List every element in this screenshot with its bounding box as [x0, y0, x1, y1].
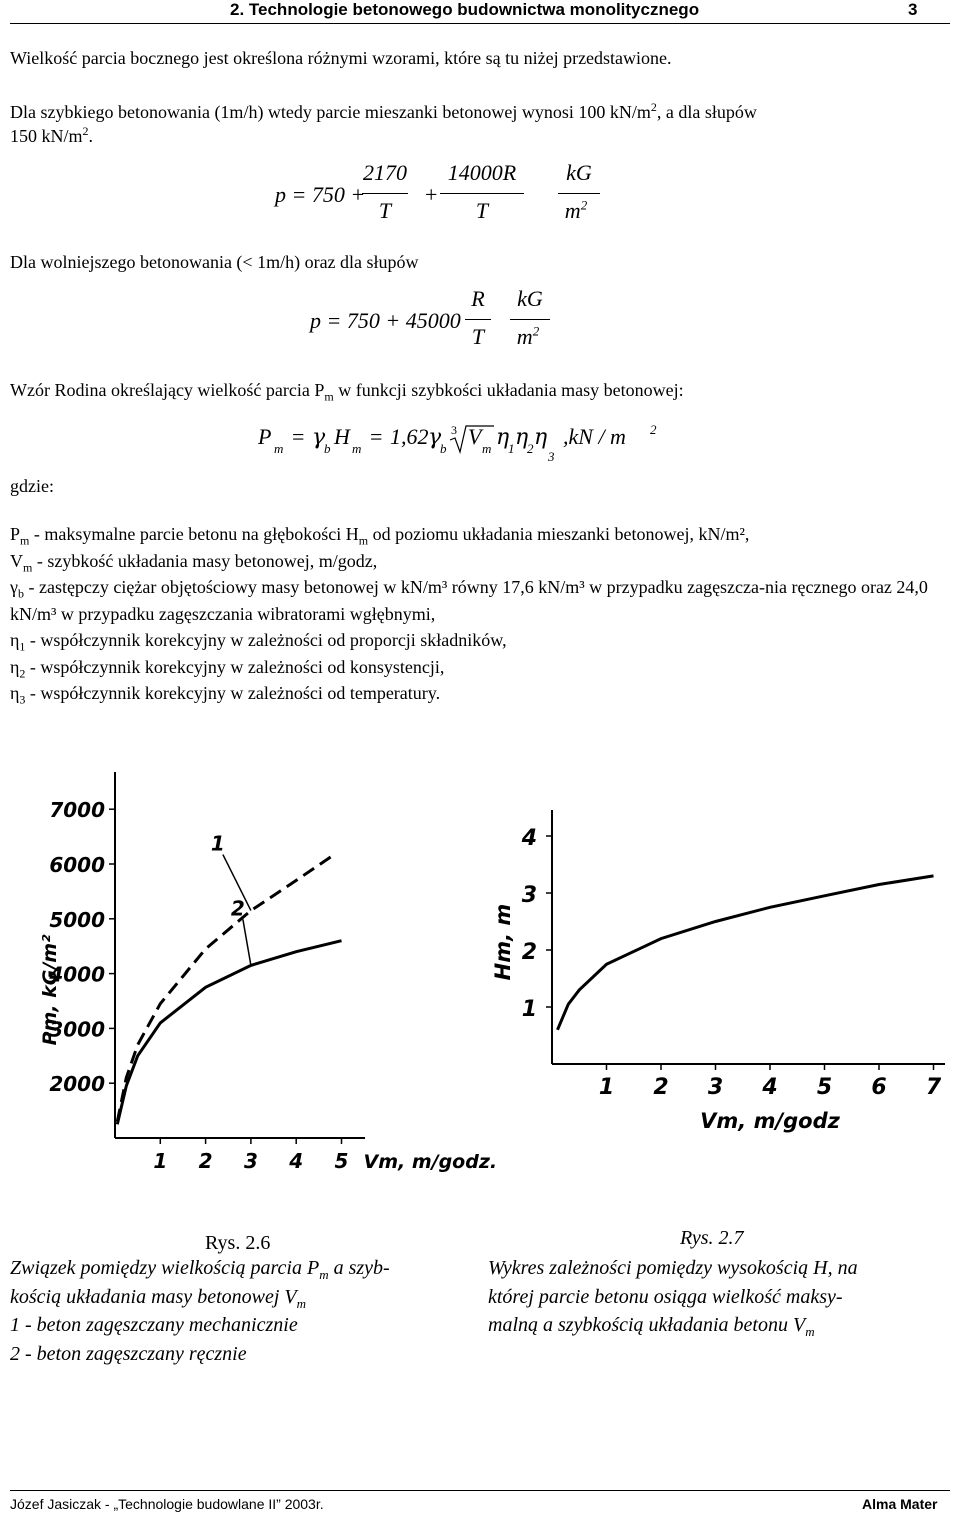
rodin-formula-graphic: [258, 424, 718, 474]
y-tick-label: 3000: [49, 1017, 105, 1042]
caption-right: Wykres zależności pomiędzy wysokością H, na której parcie betonu osiąga wielkość maksy- malną a szybkością układania betonu $V_m$: [488, 1257, 858, 1339]
svg-text:V: V: [468, 424, 482, 449]
x-tick-label: 1: [598, 1075, 615, 1100]
formula2-unit-den: m: [516, 324, 533, 349]
svg-text:b: b: [324, 441, 331, 456]
y-tick-label: 5000: [49, 907, 105, 932]
x-tick-label: 6: [871, 1075, 887, 1100]
x-tick-label: 4: [762, 1075, 778, 1100]
x-tick-label: 5: [816, 1075, 833, 1100]
svg-text:2: 2: [527, 441, 534, 456]
svg-text:b: b: [440, 441, 447, 456]
formula1-unit-den: m: [564, 198, 581, 223]
svg-text:η: η: [496, 425, 510, 450]
x-tick-label: 3: [243, 1149, 258, 1173]
y-tick-label: 7000: [49, 798, 105, 823]
height-velocity-chart: [480, 800, 950, 1133]
y-tick-label: 3: [521, 883, 537, 908]
svg-text:3: 3: [451, 423, 457, 437]
chapter-title: 2. Technologie betonowego budownictwa monolitycznego: [230, 0, 700, 19]
svg-text:1,62: 1,62: [390, 424, 429, 449]
formula2-unit-num: kG: [517, 286, 543, 311]
pressure-velocity-chart: [20, 760, 498, 1200]
svg-text:m: m: [482, 441, 492, 456]
definition-item: $P_m$ - maksymalne parcie betonu na głębokości $H_m$ od poziomu układania mieszanki betonowej, kN/m²,: [10, 524, 750, 548]
svg-text:P: P: [258, 424, 272, 449]
svg-text:m: m: [274, 441, 284, 456]
y-tick-label: 2000: [49, 1072, 105, 1097]
page-header: [0, 0, 960, 22]
fast-text-1: Dla szybkiego betonowania (1m/h) wtedy parcie mieszanki betonowej wynosi 100 kN/m: [10, 102, 651, 122]
series-line-1: [558, 876, 934, 1030]
definition-item: $\gamma_b$ - zastępczy ciężar objętościowy masy betonowej w kN/m³ równy 17,6 kN/m³ w przypadku zagęszcza-nia ręcznego oraz 24,0 kN/m³ w przypadku zagęszczania wibratorami wgłębnymi,: [10, 577, 928, 624]
definitions-list: [10, 521, 950, 707]
y-tick-label: 2: [521, 940, 537, 965]
formula1-den1: T: [378, 198, 392, 223]
where-label: gdzie:: [10, 476, 54, 496]
formula-fast: p = 750 + 2170 T + 14000R T kG $m^2$: [0, 160, 960, 230]
formula-rodin: [258, 424, 718, 474]
svg-text:=: =: [292, 424, 305, 449]
caption-left: Związek pomiędzy wielkością parcia $P_m$ a szyb- kością układania masy betonowej $V_m$ 1 - beton zagęszczany mechanicznie 2 - beton zagęszczany ręcznie: [10, 1257, 390, 1365]
x-tick-label: 7: [925, 1075, 942, 1100]
fast-text-4: .: [88, 126, 94, 146]
rodin-paragraph: Wzór Rodina określający wielkość parcia $P_m$ w funkcji szybkości układania masy betonowej:: [10, 380, 684, 404]
definition-item: $\eta_1$ - współczynnik korekcyjny w zależności od proporcji składników,: [10, 630, 507, 654]
svg-text:3: 3: [548, 449, 555, 464]
formula1-plus: +: [425, 182, 438, 207]
slow-concreting-paragraph: Dla wolniejszego betonowania (< 1m/h) oraz dla słupów: [10, 252, 419, 272]
formula1-num1: 2170: [363, 160, 407, 185]
fast-text-3: 150 kN/m: [10, 126, 83, 146]
intro-paragraph: Wielkość parcia bocznego jest określona różnymi wzorami, które są tu niżej przedstawione.: [10, 48, 672, 68]
definition-item: $\eta_2$ - współczynnik korekcyjny w zależności od konsystencji,: [10, 656, 445, 681]
x-tick-label: 2: [653, 1075, 669, 1100]
series-label-2: 2: [230, 896, 245, 921]
y-axis-label: Hm, m: [491, 903, 515, 981]
formula2-num: R: [471, 286, 485, 311]
series-line-2: [117, 941, 341, 1125]
fast-text-2: , a dla słupów: [656, 102, 757, 122]
formula1-den2: T: [475, 198, 489, 223]
series-label-1: 1: [210, 831, 225, 856]
formula2-den: T: [471, 324, 485, 349]
x-axis-label: Vm, m/godz.: [363, 1151, 498, 1173]
y-axis-label: Pm, kG/m²: [39, 934, 61, 1046]
svg-text:η: η: [515, 425, 529, 450]
series-leader-2: [243, 919, 251, 965]
x-tick-label: 4: [289, 1149, 304, 1173]
svg-text:γ: γ: [312, 425, 326, 450]
rodin-text-2: w funkcji szybkości układania masy betonowej:: [333, 380, 684, 400]
svg-text:=: =: [370, 424, 383, 449]
x-tick-label: 1: [153, 1149, 168, 1173]
y-tick-label: 1: [521, 997, 537, 1022]
svg-text:,kN / m: ,kN / m: [563, 424, 626, 449]
formula2-lhs: p = 750 + 45000: [310, 308, 461, 333]
svg-text:η: η: [534, 425, 548, 450]
svg-text:γ: γ: [428, 425, 442, 450]
formula1-num2: 14000R: [447, 160, 517, 185]
figure-number-left: Rys. 2.6: [205, 1232, 271, 1254]
formula-slow: p = 750 + 45000 R T kG $m^2$: [0, 286, 960, 356]
footer-publisher: Alma Mater: [862, 1496, 938, 1512]
svg-text:m: m: [352, 441, 362, 456]
rodin-text-1: Wzór Rodina określający wielkość parcia P: [10, 380, 325, 400]
y-tick-label: 6000: [49, 853, 105, 877]
page-number: 3: [908, 0, 918, 19]
footer-rule: [10, 1490, 950, 1491]
formula1-unit-num: kG: [566, 160, 592, 185]
svg-text:H: H: [334, 424, 350, 449]
svg-text:2: 2: [650, 422, 657, 437]
formula1-lhs: p = 750 +: [275, 182, 366, 207]
y-tick-label: 4000: [49, 962, 105, 987]
figure-number-right: Rys. 2.7: [680, 1227, 744, 1249]
y-tick-label: 4: [521, 826, 537, 851]
fast-concreting-paragraph: Dla szybkiego betonowania (1m/h) wtedy parcie mieszanki betonowej wynosi 100 $kN/m^2$, a dla słupów 150 $kN/m^2$.: [10, 100, 757, 146]
x-tick-label: 3: [707, 1075, 724, 1100]
svg-text:1: 1: [508, 441, 515, 456]
footer-author: Józef Jasiczak - „Technologie budowlane II” 2003r.: [10, 1496, 324, 1512]
x-axis-label: Vm, m/godz: [700, 1109, 840, 1133]
x-tick-label: 2: [198, 1149, 213, 1173]
definition-item: $\eta_3$ - współczynnik korekcyjny w zależności od temperatury.: [10, 683, 441, 707]
series-line-1: [117, 856, 332, 1122]
definition-item: $V_m$ - szybkość układania masy betonowej, m/godz,: [10, 550, 378, 575]
header-rule: [10, 23, 950, 24]
x-tick-label: 5: [334, 1149, 349, 1173]
